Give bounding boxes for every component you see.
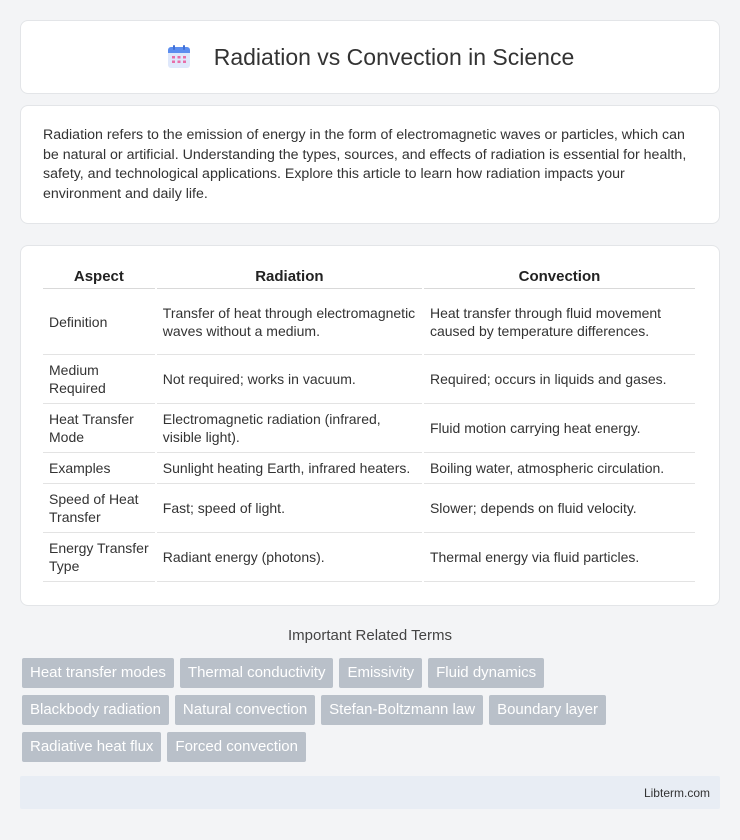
cell-aspect: Examples xyxy=(43,453,155,484)
header-aspect: Aspect xyxy=(43,265,155,289)
tag-boundary-layer[interactable]: Boundary layer xyxy=(489,695,606,725)
cell-radiation: Radiant energy (photons). xyxy=(157,533,422,582)
header-card xyxy=(20,20,720,94)
table-header-row xyxy=(43,265,695,289)
table-row xyxy=(43,289,695,355)
intro-paragraph: Radiation refers to the emission of energy in the form of electromagnetic waves or particles, which can be natural or artificial. Understanding the types, sources, and effects of radiation is essential for health, safety, and technological applications. Explore this article to learn how radiation impacts your environment and daily life. xyxy=(43,127,687,202)
footer-site-link[interactable]: Libterm.com xyxy=(643,785,710,800)
cell-aspect: Speed of Heat Transfer xyxy=(43,484,155,533)
cell-aspect: Definition xyxy=(43,289,155,355)
tag-natural-convection[interactable]: Natural convection xyxy=(175,695,315,725)
tag-thermal-conductivity[interactable]: Thermal conductivity xyxy=(180,658,334,688)
tag-fluid-dynamics[interactable]: Fluid dynamics xyxy=(428,658,544,688)
related-terms-tags xyxy=(22,658,722,769)
related-terms-title: Important Related Terms xyxy=(288,627,452,644)
table-row xyxy=(43,453,695,484)
cell-aspect: Medium Required xyxy=(43,355,155,404)
header-convection: Convection xyxy=(424,265,695,289)
table-row xyxy=(43,404,695,453)
cell-convection: Heat transfer through fluid movement caused by temperature differences. xyxy=(424,289,695,355)
tag-blackbody-radiation[interactable]: Blackbody radiation xyxy=(22,695,169,725)
cell-aspect: Energy Transfer Type xyxy=(43,533,155,582)
cell-radiation: Transfer of heat through electromagnetic waves without a medium. xyxy=(157,289,422,355)
tag-row xyxy=(22,732,722,769)
tag-stefan-boltzmann-law[interactable]: Stefan-Boltzmann law xyxy=(321,695,483,725)
comparison-table xyxy=(41,265,697,582)
cell-convection: Slower; depends on fluid velocity. xyxy=(424,484,695,533)
cell-radiation: Sunlight heating Earth, infrared heaters. xyxy=(157,453,422,484)
table-row xyxy=(43,484,695,533)
cell-convection: Fluid motion carrying heat energy. xyxy=(424,404,695,453)
cell-convection: Thermal energy via fluid particles. xyxy=(424,533,695,582)
cell-radiation: Not required; works in vacuum. xyxy=(157,355,422,404)
cell-convection: Required; occurs in liquids and gases. xyxy=(424,355,695,404)
intro-card xyxy=(20,105,720,224)
footer xyxy=(20,776,720,809)
table-row xyxy=(43,533,695,582)
title-wrap xyxy=(166,44,575,71)
calendar-icon xyxy=(166,44,192,70)
tag-row xyxy=(22,658,722,695)
tag-radiative-heat-flux[interactable]: Radiative heat flux xyxy=(22,732,161,762)
tag-row xyxy=(22,695,722,732)
header-radiation: Radiation xyxy=(157,265,422,289)
page-title: Radiation vs Convection in Science xyxy=(213,43,575,70)
comparison-table-card xyxy=(20,245,720,606)
cell-convection: Boiling water, atmospheric circulation. xyxy=(424,453,695,484)
cell-aspect: Heat Transfer Mode xyxy=(43,404,155,453)
cell-radiation: Fast; speed of light. xyxy=(157,484,422,533)
cell-radiation: Electromagnetic radiation (infrared, visible light). xyxy=(157,404,422,453)
tag-emissivity[interactable]: Emissivity xyxy=(339,658,422,688)
tag-heat-transfer-modes[interactable]: Heat transfer modes xyxy=(22,658,174,688)
table-row xyxy=(43,355,695,404)
tag-forced-convection[interactable]: Forced convection xyxy=(167,732,306,762)
